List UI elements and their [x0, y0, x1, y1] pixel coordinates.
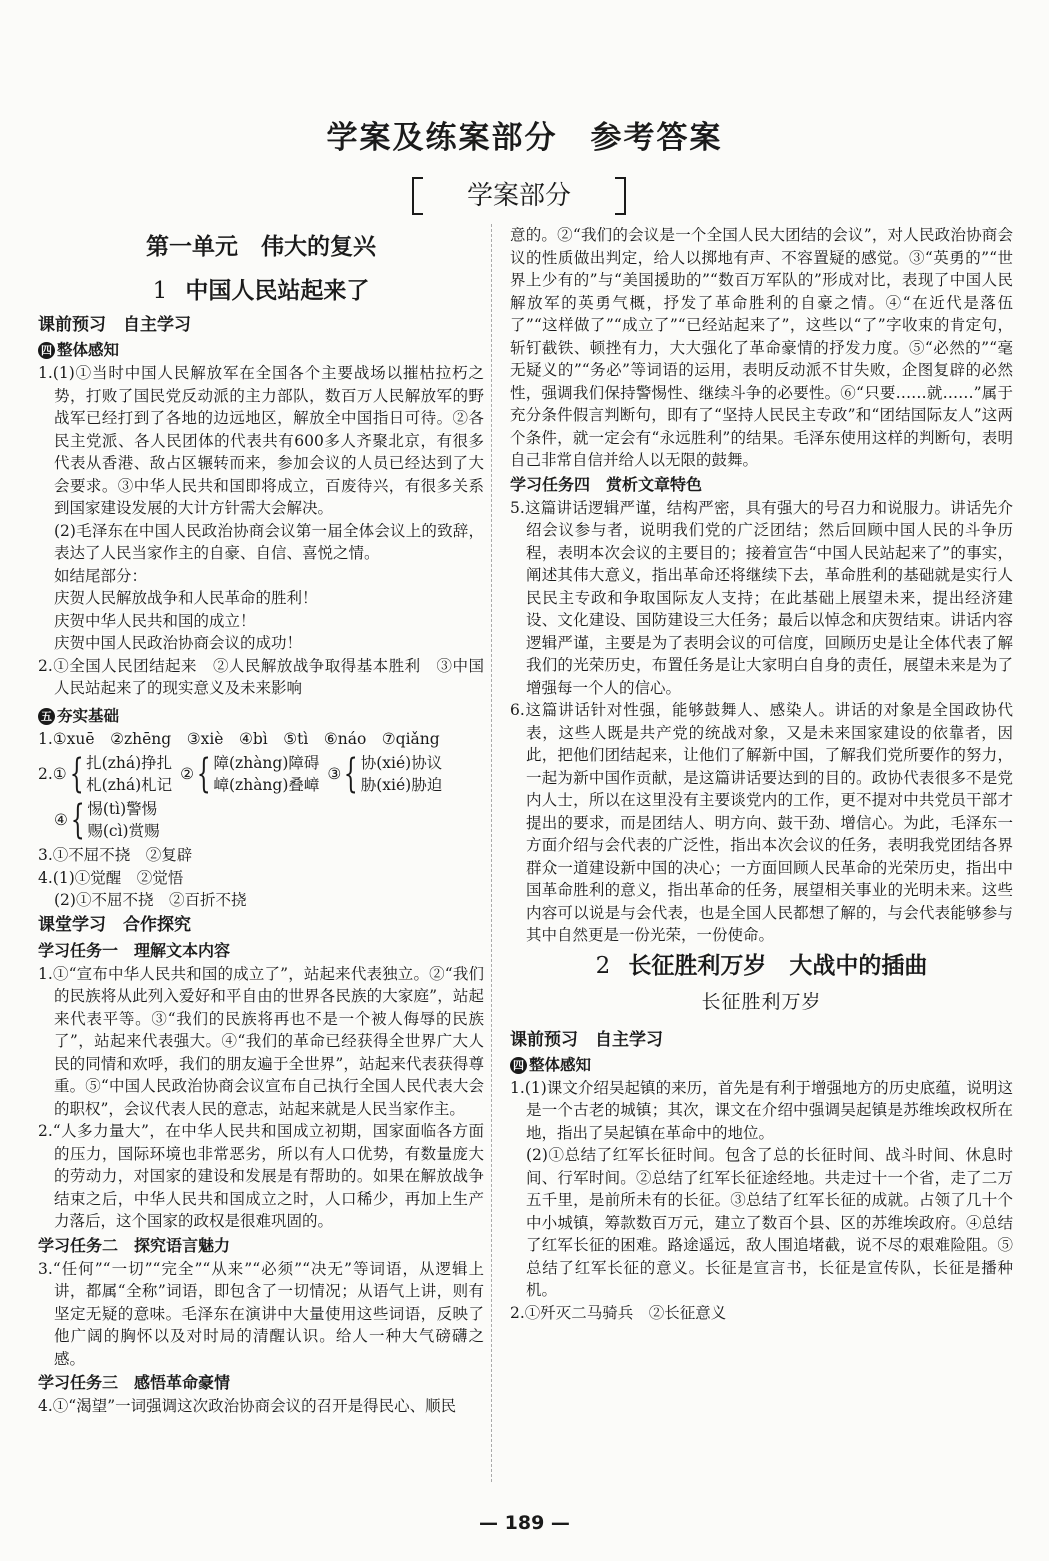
answer-line: 4.(1)①觉醒 ②觉悟 [38, 868, 184, 887]
preview-heading: 课前预习 自主学习 [38, 315, 191, 335]
answer-paragraph: 1.①“宣布中华人民共和国的成立了”，站起来代表独立。②“我们的民族将从此列入爱好和平自由的世界各民族的大家庭”，站起来代表平等。③“我们的民族将再也不是一个被人侮辱的民族了”，站起来代表强大。④“我们的革命已经获得全世界广大人民的同情和欢呼，我们的朋友遍于全世界”，站起来代表获得尊重。⑤“中国人民政治协商会议宣布自己执行全国人民代表大会的职权”，会议代表人民的意志，站起来就是人民当家作主。 [38, 964, 484, 1118]
answer-paragraph: 1.(1)①当时中国人民解放军在全国各个主要战场以摧枯拉朽之势，打败了国民党反动派的主力部队，数百万人民解放军的野战军已经打到了各地的边远地区，解放全中国指日可待。②各民主党派、各人民团体的代表共有600多人齐聚北京，有很多代表从香港、敌占区辗转而来，参加会议的人员已经达到了大会要求。③中华人民共和国即将成立，百废待兴，有很多关系到国家建设发展的大计方针需大会解决。 [38, 364, 484, 517]
answer-paragraph: (2)毛泽东在中国人民政治协商会议第一届全体会议上的致辞，表达了人民当家作主的自豪、自信、喜悦之情。 [54, 521, 484, 562]
basics-heading [38, 704, 484, 728]
right-column [510, 224, 1013, 1324]
lesson-title [510, 949, 1013, 983]
lesson-name: 中国人民站起来了 [185, 278, 370, 304]
answer-paragraph: 2.“人多力量大”，在中华人民共和国成立初期，国家面临各方面的压力，国际环境也非常恶劣，所以有人口优势，有数量庞大的劳动力，对国家的建设和发展是有帮助的。如果在解放战争结束之后，中华人民共和国成立之时，人口稀少，再加上生产力落后，这个国家的政权是很难巩固的。 [38, 1122, 484, 1230]
char-groups [38, 752, 484, 842]
cheer-line: 庆贺中华人民共和国的成立！ [54, 611, 256, 630]
answer-paragraph: 3.“任何”“一切”“完全”“从来”“必须”“决无”等词语，从逻辑上讲，都属“全称”词语，即包含了一切情况；从语气上讲，则有坚定无疑的意味。毛泽东在演讲中大量使用这些词语，反映了他广阔的胸怀以及对时局的清醒认识。给人一种大气磅礴之感。 [38, 1259, 484, 1368]
overall-label: 整体感知 [57, 341, 120, 359]
badge-four-icon: 四 [38, 342, 55, 359]
task-heading: 学习任务三 感悟革命豪情 [38, 1373, 231, 1392]
column-divider [491, 224, 492, 1482]
lesson-title [38, 274, 484, 308]
page-title: 学案及练案部分 参考答案 [326, 120, 723, 156]
basics-label: 夯实基础 [57, 706, 120, 725]
pinyin-answers: 1.①xuē ②zhēng ③xiè ④bì ⑤tì ⑥náo ⑦qiǎng [38, 729, 440, 748]
section-heading: 学案部分 [412, 175, 626, 217]
lesson-name: 长征胜利万岁 大战中的插曲 [628, 952, 928, 979]
unit-title: 第一单元 伟大的复兴 [146, 234, 376, 260]
answer-line: 3.①不屈不挠 ②复辟 [38, 846, 193, 864]
task-heading: 学习任务二 探究语言魅力 [38, 1235, 231, 1255]
task-heading: 学习任务四 赏析文章特色 [510, 474, 703, 494]
char-group: ① { 扎(zhá)挣扎 札(zhá)札记 [52, 751, 173, 797]
answer-paragraph: (2)①总结了红军长征时间。包含了总的长征时间、战斗时间、休息时间、行军时间。②总结了红军长征途经地。共走过十一个省，走了二万五千里，是前所未有的长征。③总结了红军长征的成就。占领了几十个中小城镇，筹款数百万元，建立了数百个县、区的苏维埃政府。④总结了红军长征的困难。路途遥远，敌人围追堵截，说不尽的艰难险阻。⑤总结了红军长征的意义。长征是宣言书，长征是宣传队，长征是播种机。 [526, 1146, 1013, 1299]
task-heading: 学习任务一 理解文本内容 [38, 940, 231, 960]
brace-icon: { [196, 751, 211, 797]
brace-icon: { [344, 751, 359, 797]
cheer-line: 庆贺中国人民政治协商会议的成功！ [54, 634, 303, 652]
answer-paragraph: 6.这篇讲话针对性强，能够鼓舞人、感染人。讲话的对象是全国政协代表，这些人既是共产党的统战对象，又是未来国家建设的依靠者，因此，把他们团结起来，让他们了解新中国，了解我们党所要作的努力，一起为新中国作贡献，是这篇讲话要达到的目的。政协代表很多不是党内人士，所以在这里没有主要谈党内的工作，更不提对中共党员干部才提出的要求，而是团结人、明方向、鼓干劲、增信心。为此，毛泽东一方面介绍与会代表的广泛性，指出本次会议的任务，表明我党团结各界群众一道建设新中国的决心；一方面回顾人民革命的光荣历史，指出中国革命胜利的意义，指出革命的任务，展望相关事业的光明未来。这些内容可以说是与会代表，也是全国人民都想了解的，与会代表能够参与其中自然更是一份光荣，一份使命。 [510, 701, 1013, 944]
overall-heading [510, 1053, 1013, 1077]
answer-line: (2)①不屈不挠 ②百折不挠 [54, 891, 247, 909]
ending-label: 如结尾部分： [54, 566, 148, 585]
answer-line: 2.①歼灭二马骑兵 ②长征意义 [510, 1303, 727, 1322]
cheer-line: 庆贺人民解放战争和人民革命的胜利！ [54, 589, 318, 607]
badge-five-icon: 五 [38, 708, 55, 725]
lesson-number: 1 [152, 278, 168, 304]
brace-icon: { [69, 751, 84, 797]
answer-paragraph: 2.①全国人民团结起来 ②人民解放战争取得基本胜利 ③中国人民站起来了的现实意义及未来影响 [38, 656, 484, 697]
class-heading: 课堂学习 合作探究 [38, 914, 191, 935]
left-column [38, 224, 484, 1418]
answer-paragraph: 4.①“渴望”一词强调这次政治协商会议的召开是得民心、顺民 [38, 1397, 457, 1415]
badge-four-icon: 四 [510, 1057, 527, 1074]
preview-heading: 课前预习 自主学习 [510, 1029, 663, 1050]
char-group: ④ { 惕(tì)警惕 赐(cì)赏赐 [54, 797, 160, 843]
page-number: — 189 — [479, 1512, 570, 1534]
overall-label: 整体感知 [529, 1055, 592, 1074]
answer-paragraph: 意的。②“我们的会议是一个全国人民大团结的会议”，对人民政治协商会议的性质做出判定，给人以掷地有声、不容置疑的感觉。③“英勇的”“世界上少有的”与“美国援助的”“数百万军队的”形成对比，表现了中国人民解放军的英勇气概，抒发了革命胜利的自豪之情。④“在近代是落伍了”“这样做了”“成立了”“已经站起来了”，这些以“了”字收束的肯定句，斩钉截铁、顿挫有力，大大强化了革命豪情的抒发力度。⑤“必然的”“毫无疑义的”“务必”等词语的运用，表明反动派不甘失败，企图复辟的必然性，强调我们保持警惕性、继续斗争的必要性。⑥“只要……就……”属于充分条件假言判断句，即有了“坚持人民民主专政”和“团结国际友人”这两个条件，就一定会有“永远胜利”的结果。毛泽东使用这样的判断句，表明自己非常自信并给人以无限的鼓舞。 [510, 226, 1013, 469]
lesson-number: 2 [595, 952, 611, 979]
overall-heading [38, 338, 484, 362]
lesson-subtitle: 长征胜利万岁 [701, 990, 822, 1013]
brace-icon: { [70, 797, 85, 843]
char-group: ③ { 协(xié)协议 胁(xié)胁迫 [327, 751, 443, 797]
question-number: 2. [38, 764, 53, 783]
answer-paragraph: 1.(1)课文介绍吴起镇的来历，首先是有利于增强地方的历史底蕴，说明这是一个古老的城镇；其次，课文在介绍中强调吴起镇是苏维埃政权所在地，指出了吴起镇在革命中的地位。 [510, 1078, 1013, 1142]
answer-paragraph: 5.这篇讲话逻辑严谨，结构严密，具有强大的号召力和说服力。讲话先介绍会议参与者，说明我们党的广泛团结；然后回顾中国人民的斗争历程，表明本次会议的主要目的；接着宣告“中国人民站起来了”的事实，阐述其伟大意义，指出革命还将继续下去，革命胜利的基础就是实行人民民主专政和争取国际友人支持；在此基础上展望未来，提出经济建设、文化建设、国防建设三大任务；最后以悼念和庆贺结束。讲话内容逻辑严谨，主要是为了表明会议的可信度，回顾历史是让全体代表了解我们的光荣历史，布置任务是让大家明白自身的责任，展望未来是为了增强每一个人的信心。 [510, 498, 1013, 697]
char-group: ② { 障(zhàng)障碍 嶂(zhàng)叠嶂 [180, 751, 320, 797]
